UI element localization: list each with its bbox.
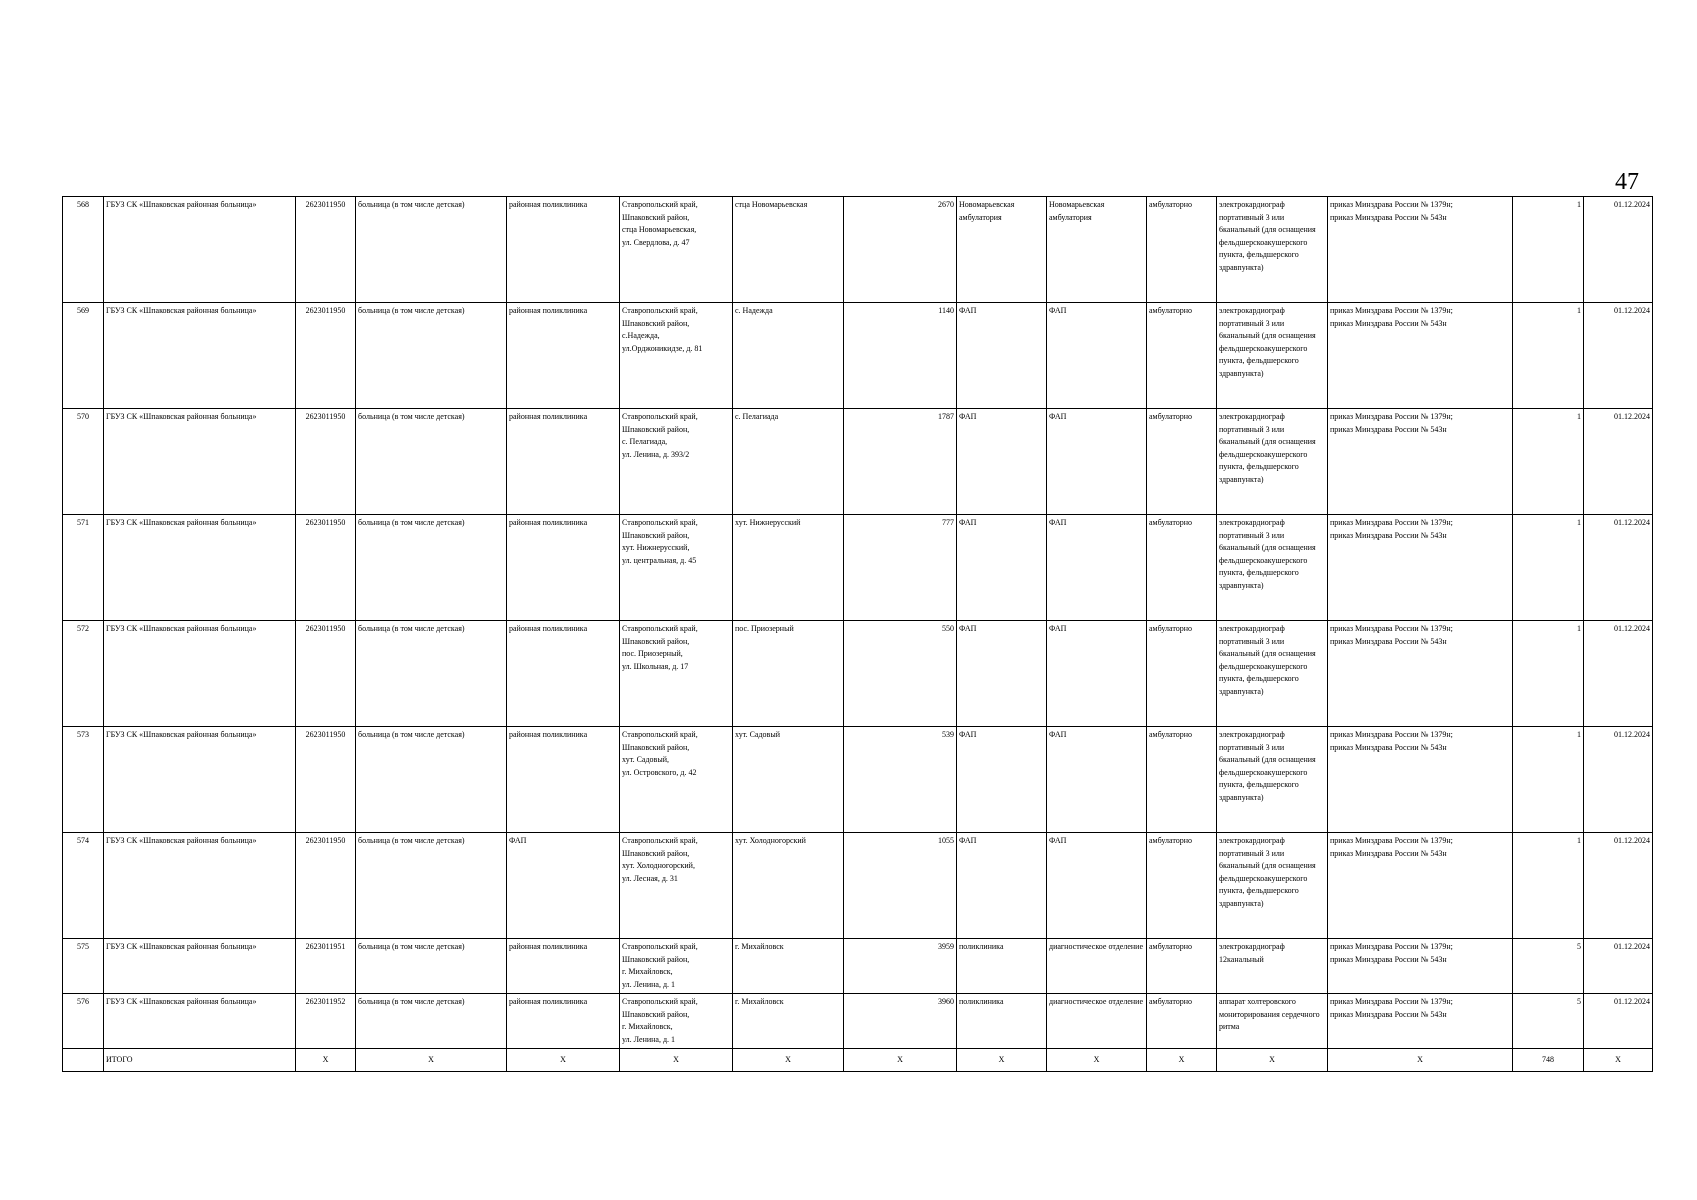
total-mark: Х [1328, 1049, 1513, 1072]
table-body [63, 197, 1653, 1049]
equipment-cell: электрокардиограф портативный 3 или 6канальный (для оснащения фельдшерскоакушерского пункта, фельдшерского здравпункта) [1217, 727, 1328, 833]
organization-name: ГБУЗ СК «Шпаковская районная больница» [104, 939, 296, 994]
total-mark: Х [1147, 1049, 1217, 1072]
quantity-cell: 1 [1513, 727, 1584, 833]
row-number: 569 [63, 303, 104, 409]
table-row [63, 994, 1653, 1049]
department-cell: диагностическое отделение [1047, 939, 1147, 994]
date-cell: 01.12.2024 [1584, 994, 1653, 1049]
organization-type: больница (в том числе детская) [356, 515, 507, 621]
address-cell: Ставропольский край, Шпаковский район, хут. Нижнерусский, ул. центральная, д. 45 [620, 515, 733, 621]
total-mark: Х [507, 1049, 620, 1072]
order-cell: приказ Минздрава России № 1379н; приказ Минздрава России № 543н [1328, 939, 1513, 994]
total-mark: Х [620, 1049, 733, 1072]
care-form-cell: амбулаторно [1147, 621, 1217, 727]
date-cell: 01.12.2024 [1584, 833, 1653, 939]
row-number: 571 [63, 515, 104, 621]
quantity-cell: 5 [1513, 939, 1584, 994]
total-mark: Х [1584, 1049, 1653, 1072]
subdivision-cell: поликлиника [957, 994, 1047, 1049]
order-cell: приказ Минздрава России № 1379н; приказ Минздрава России № 543н [1328, 409, 1513, 515]
subdivision-cell: ФАП [957, 621, 1047, 727]
total-mark: Х [1217, 1049, 1328, 1072]
quantity-cell: 1 [1513, 303, 1584, 409]
table-row [63, 833, 1653, 939]
date-cell: 01.12.2024 [1584, 409, 1653, 515]
row-number: 568 [63, 197, 104, 303]
department-cell: диагностическое отделение [1047, 994, 1147, 1049]
equipment-cell: электрокардиограф 12канальный [1217, 939, 1328, 994]
settlement-cell: с. Надежда [733, 303, 844, 409]
table-row [63, 409, 1653, 515]
population-cell: 3959 [844, 939, 957, 994]
order-cell: приказ Минздрава России № 1379н; приказ Минздрава России № 543н [1328, 621, 1513, 727]
organization-name: ГБУЗ СК «Шпаковская районная больница» [104, 515, 296, 621]
date-cell: 01.12.2024 [1584, 727, 1653, 833]
equipment-cell: электрокардиограф портативный 3 или 6канальный (для оснащения фельдшерскоакушерского пункта, фельдшерского здравпункта) [1217, 515, 1328, 621]
organization-name: ГБУЗ СК «Шпаковская районная больница» [104, 621, 296, 727]
population-cell: 1787 [844, 409, 957, 515]
date-cell: 01.12.2024 [1584, 621, 1653, 727]
quantity-cell: 1 [1513, 621, 1584, 727]
row-number: 575 [63, 939, 104, 994]
total-mark: Х [957, 1049, 1047, 1072]
settlement-cell: хут. Холодногорский [733, 833, 844, 939]
total-mark: Х [296, 1049, 356, 1072]
care-form-cell: амбулаторно [1147, 727, 1217, 833]
settlement-cell: пос. Приозерный [733, 621, 844, 727]
quantity-cell: 1 [1513, 833, 1584, 939]
table-row [63, 621, 1653, 727]
row-number: 570 [63, 409, 104, 515]
population-cell: 3960 [844, 994, 957, 1049]
population-cell: 2670 [844, 197, 957, 303]
subdivision-cell: ФАП [957, 515, 1047, 621]
order-cell: приказ Минздрава России № 1379н; приказ Минздрава России № 543н [1328, 515, 1513, 621]
organization-type: больница (в том числе детская) [356, 727, 507, 833]
equipment-cell: электрокардиограф портативный 3 или 6канальный (для оснащения фельдшерскоакушерского пункта, фельдшерского здравпункта) [1217, 303, 1328, 409]
subdivision-cell: ФАП [957, 303, 1047, 409]
organization-type: больница (в том числе детская) [356, 994, 507, 1049]
table-row [63, 515, 1653, 621]
table-row [63, 939, 1653, 994]
department-cell: Новомарьевская амбулатория [1047, 197, 1147, 303]
unit-type: районная поликлиника [507, 727, 620, 833]
unit-type: районная поликлиника [507, 303, 620, 409]
organization-name: ГБУЗ СК «Шпаковская районная больница» [104, 409, 296, 515]
settlement-cell: стца Новомарьевская [733, 197, 844, 303]
inn-cell: 2623011950 [296, 303, 356, 409]
unit-type: ФАП [507, 833, 620, 939]
address-cell: Ставропольский край, Шпаковский район, хут. Садовый, ул. Островского, д. 42 [620, 727, 733, 833]
settlement-cell: г. Михайловск [733, 994, 844, 1049]
organization-type: больница (в том числе детская) [356, 303, 507, 409]
organization-name: ГБУЗ СК «Шпаковская районная больница» [104, 727, 296, 833]
quantity-cell: 1 [1513, 515, 1584, 621]
address-cell: Ставропольский край, Шпаковский район, стца Новомарьевская, ул. Свердлова, д. 47 [620, 197, 733, 303]
total-section [63, 1049, 1653, 1072]
care-form-cell: амбулаторно [1147, 515, 1217, 621]
inn-cell: 2623011951 [296, 939, 356, 994]
table-row [63, 303, 1653, 409]
page-number: 47 [1615, 169, 1639, 195]
organization-name: ГБУЗ СК «Шпаковская районная больница» [104, 197, 296, 303]
organization-name: ГБУЗ СК «Шпаковская районная больница» [104, 303, 296, 409]
order-cell: приказ Минздрава России № 1379н; приказ Минздрава России № 543н [1328, 197, 1513, 303]
organization-type: больница (в том числе детская) [356, 409, 507, 515]
settlement-cell: с. Пелагиада [733, 409, 844, 515]
department-cell: ФАП [1047, 515, 1147, 621]
settlement-cell: г. Михайловск [733, 939, 844, 994]
equipment-cell: электрокардиограф портативный 3 или 6канальный (для оснащения фельдшерскоакушерского пункта, фельдшерского здравпункта) [1217, 409, 1328, 515]
care-form-cell: амбулаторно [1147, 939, 1217, 994]
organization-type: больница (в том числе детская) [356, 833, 507, 939]
order-cell: приказ Минздрава России № 1379н; приказ Минздрава России № 543н [1328, 994, 1513, 1049]
total-mark: Х [844, 1049, 957, 1072]
address-cell: Ставропольский край, Шпаковский район, пос. Приозерный, ул. Школьная, д. 17 [620, 621, 733, 727]
total-mark: Х [733, 1049, 844, 1072]
total-label: ИТОГО [104, 1049, 296, 1072]
unit-type: районная поликлиника [507, 197, 620, 303]
date-cell: 01.12.2024 [1584, 303, 1653, 409]
population-cell: 777 [844, 515, 957, 621]
settlement-cell: хут. Садовый [733, 727, 844, 833]
subdivision-cell: поликлиника [957, 939, 1047, 994]
total-mark: Х [356, 1049, 507, 1072]
unit-type: районная поликлиника [507, 409, 620, 515]
department-cell: ФАП [1047, 303, 1147, 409]
equipment-cell: электрокардиограф портативный 3 или 6канальный (для оснащения фельдшерскоакушерского пункта, фельдшерского здравпункта) [1217, 621, 1328, 727]
quantity-cell: 1 [1513, 197, 1584, 303]
order-cell: приказ Минздрава России № 1379н; приказ Минздрава России № 543н [1328, 303, 1513, 409]
quantity-cell: 1 [1513, 409, 1584, 515]
total-row [63, 1049, 1653, 1072]
address-cell: Ставропольский край, Шпаковский район, г. Михайловск, ул. Ленина, д. 1 [620, 994, 733, 1049]
population-cell: 539 [844, 727, 957, 833]
settlement-cell: хут. Нижнерусский [733, 515, 844, 621]
population-cell: 550 [844, 621, 957, 727]
equipment-cell: аппарат холтеровского мониторирования сердечного ритма [1217, 994, 1328, 1049]
care-form-cell: амбулаторно [1147, 994, 1217, 1049]
department-cell: ФАП [1047, 409, 1147, 515]
organization-type: больница (в том числе детская) [356, 197, 507, 303]
row-number: 574 [63, 833, 104, 939]
population-cell: 1140 [844, 303, 957, 409]
care-form-cell: амбулаторно [1147, 409, 1217, 515]
care-form-cell: амбулаторно [1147, 303, 1217, 409]
department-cell: ФАП [1047, 727, 1147, 833]
inn-cell: 2623011950 [296, 197, 356, 303]
subdivision-cell: ФАП [957, 833, 1047, 939]
care-form-cell: амбулаторно [1147, 833, 1217, 939]
address-cell: Ставропольский край, Шпаковский район, хут. Холодногорский, ул. Лесная, д. 31 [620, 833, 733, 939]
subdivision-cell: ФАП [957, 409, 1047, 515]
equipment-registry-table [62, 196, 1653, 1072]
address-cell: Ставропольский край, Шпаковский район, с. Пелагиада, ул. Ленина, д. 393/2 [620, 409, 733, 515]
department-cell: ФАП [1047, 621, 1147, 727]
organization-name: ГБУЗ СК «Шпаковская районная больница» [104, 833, 296, 939]
inn-cell: 2623011950 [296, 621, 356, 727]
address-cell: Ставропольский край, Шпаковский район, с.Надежда, ул.Орджоникидзе, д. 81 [620, 303, 733, 409]
equipment-cell: электрокардиограф портативный 3 или 6канальный (для оснащения фельдшерскоакушерского пункта, фельдшерского здравпункта) [1217, 833, 1328, 939]
date-cell: 01.12.2024 [1584, 939, 1653, 994]
order-cell: приказ Минздрава России № 1379н; приказ Минздрава России № 543н [1328, 727, 1513, 833]
total-qty: 748 [1513, 1049, 1584, 1072]
subdivision-cell: ФАП [957, 727, 1047, 833]
unit-type: районная поликлиника [507, 515, 620, 621]
total-mark: Х [1047, 1049, 1147, 1072]
unit-type: районная поликлиника [507, 621, 620, 727]
inn-cell: 2623011950 [296, 409, 356, 515]
care-form-cell: амбулаторно [1147, 197, 1217, 303]
organization-type: больница (в том числе детская) [356, 939, 507, 994]
order-cell: приказ Минздрава России № 1379н; приказ Минздрава России № 543н [1328, 833, 1513, 939]
population-cell: 1055 [844, 833, 957, 939]
address-cell: Ставропольский край, Шпаковский район, г. Михайловск, ул. Ленина, д. 1 [620, 939, 733, 994]
inn-cell: 2623011950 [296, 727, 356, 833]
unit-type: районная поликлиника [507, 994, 620, 1049]
unit-type: районная поликлиника [507, 939, 620, 994]
organization-name: ГБУЗ СК «Шпаковская районная больница» [104, 994, 296, 1049]
date-cell: 01.12.2024 [1584, 515, 1653, 621]
row-number: 572 [63, 621, 104, 727]
date-cell: 01.12.2024 [1584, 197, 1653, 303]
subdivision-cell: Новомарьевская амбулатория [957, 197, 1047, 303]
department-cell: ФАП [1047, 833, 1147, 939]
inn-cell: 2623011952 [296, 994, 356, 1049]
inn-cell: 2623011950 [296, 515, 356, 621]
row-number: 573 [63, 727, 104, 833]
table-row [63, 727, 1653, 833]
inn-cell: 2623011950 [296, 833, 356, 939]
table-row [63, 197, 1653, 303]
quantity-cell: 5 [1513, 994, 1584, 1049]
row-number: 576 [63, 994, 104, 1049]
organization-type: больница (в том числе детская) [356, 621, 507, 727]
total-num-cell [63, 1049, 104, 1072]
equipment-cell: электрокардиограф портативный 3 или 6канальный (для оснащения фельдшерскоакушерского пункта, фельдшерского здравпункта) [1217, 197, 1328, 303]
